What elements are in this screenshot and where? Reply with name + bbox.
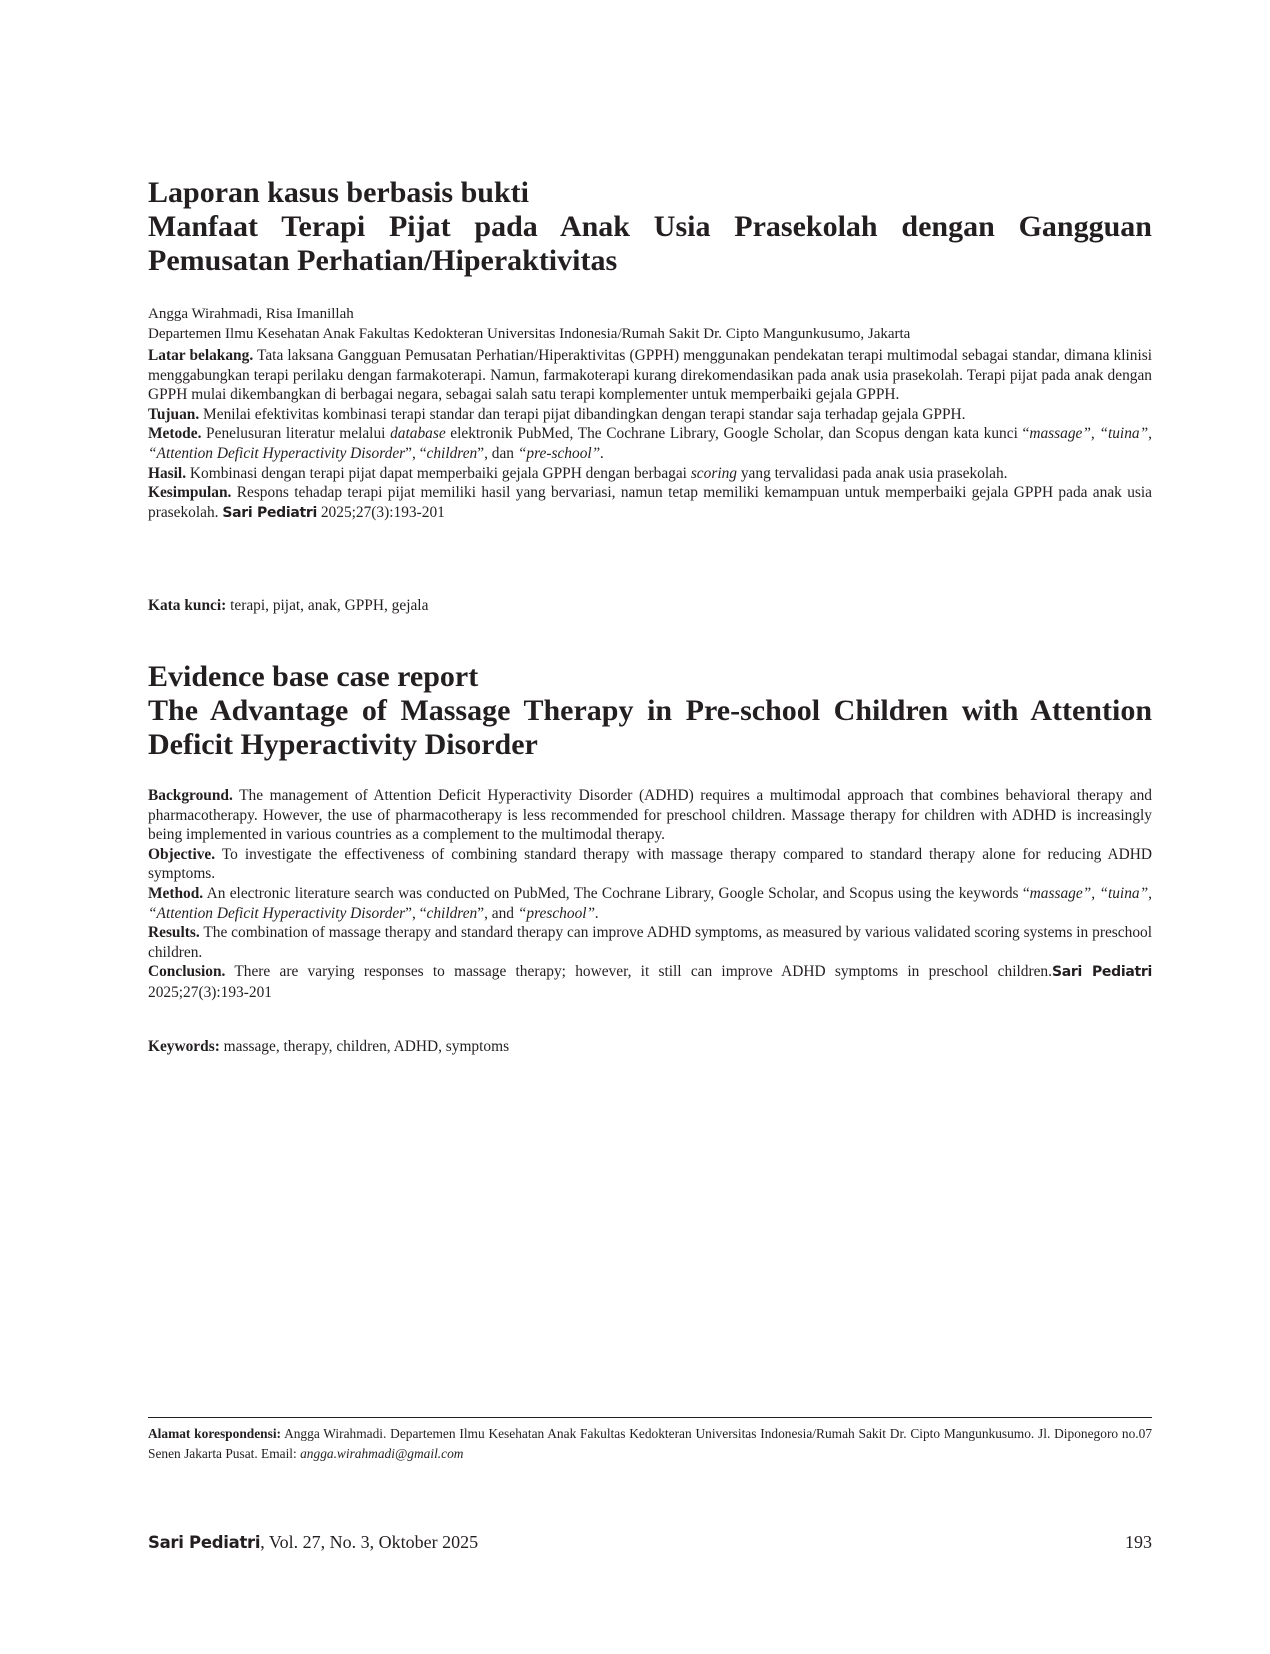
metode-text: ”, “ <box>405 444 427 462</box>
keywords-text: massage, therapy, children, ADHD, symptoms <box>219 1038 510 1055</box>
footer-issue: , Vol. 27, No. 3, Oktober 2025 <box>260 1532 479 1552</box>
abstract-objective <box>148 845 1152 884</box>
abstract-background <box>148 786 1152 845</box>
keywords-en <box>148 1037 509 1057</box>
method-text: ”, and <box>477 904 518 922</box>
page-footer <box>148 1530 1152 1555</box>
method-label: Method. <box>148 884 204 902</box>
authors: Angga Wirahmadi, Risa Imanillah <box>148 306 354 322</box>
kesimpulan-label: Kesimpulan. <box>148 484 232 502</box>
abstract-latar <box>148 346 1152 405</box>
latar-text: Tata laksana Gangguan Pemusatan Perhatian/Hiperaktivitas (GPPH) menggunakan pendekatan terapi multimodal sebagai standar, dimana klinisi menggabungkan terapi perilaku dengan farmakoterapi. Namun, farmakoterapi kurang direkomendasikan pada anak usia prasekolah. Terapi pijat pada anak dengan GPPH mulai dikembangkan di berbagai negara, sebagai salah satu terapi komplementer untuk memperbaiki gejala GPPH. <box>148 347 1152 404</box>
results-text: The combination of massage therapy and standard therapy can improve ADHD symptoms, as measured by various validated scoring systems in preschool children. <box>148 924 1152 961</box>
article-title-id: Manfaat Terapi Pijat pada Anak Usia Prasekolah dengan Gangguan Pemusatan Perhatian/Hiperaktivitas <box>148 210 1152 277</box>
abstract-hasil <box>148 464 1152 484</box>
kesimpulan-text: Respons tehadap terapi pijat memiliki hasil yang bervariasi, namun tetap memiliki kemampuan untuk memperbaiki gejala GPPH pada anak usia prasekolah. <box>148 484 1152 521</box>
metode-italic: “pre-school”. <box>517 444 605 462</box>
keywords-text: terapi, pijat, anak, GPPH, gejala <box>226 597 429 614</box>
conclusion-label: Conclusion. <box>148 963 226 981</box>
background-label: Background. <box>148 787 233 804</box>
latar-label: Latar belakang. <box>148 347 254 364</box>
abstract-conclusion <box>148 962 1152 1002</box>
abstract-method <box>148 884 1152 923</box>
keywords-label: Keywords: <box>148 1038 220 1055</box>
footer-journal: Sari Pediatri <box>148 1533 261 1552</box>
abstract-kesimpulan <box>148 483 1152 523</box>
keywords-label: Kata kunci: <box>148 597 227 614</box>
metode-label: Metode. <box>148 425 202 443</box>
metode-italic: database <box>390 425 446 443</box>
keywords-id <box>148 596 428 616</box>
citation-journal: Sari Pediatri <box>1051 964 1152 981</box>
page-number: 193 <box>1125 1532 1152 1552</box>
author-block <box>148 304 910 344</box>
citation-journal: Sari Pediatri <box>222 504 318 521</box>
objective-label: Objective. <box>148 845 216 863</box>
abstract-en <box>148 786 1152 1003</box>
affiliation: Departemen Ilmu Kesehatan Anak Fakultas Kedokteran Universitas Indonesia/Rumah Sakit Dr. Cipto Mangunkusumo, Jakarta <box>148 326 911 342</box>
results-label: Results. <box>148 924 200 942</box>
abstract-id <box>148 346 1152 523</box>
objective-text: To investigate the effectiveness of combining standard therapy with massage therapy compared to standard therapy alone for reducing ADHD symptoms. <box>148 845 1152 883</box>
method-italic: massage”, “tuina”, “Attention Deficit Hyperactivity Disorder <box>148 884 1152 922</box>
metode-italic: massage”, “tuina”, “Attention Deficit Hyperactivity Disorder <box>148 425 1153 462</box>
method-text: An electronic literature search was conducted on PubMed, The Cochrane Library, Google Scholar, and Scopus using the keywords “ <box>203 884 1030 902</box>
conclusion-text: There are varying responses to massage therapy; however, it still can improve ADHD symptoms in preschool children. <box>225 963 1052 981</box>
method-italic: “preschool”. <box>517 904 599 922</box>
title-block-id <box>148 176 1152 278</box>
correspondence <box>148 1424 1152 1464</box>
hasil-label: Hasil. <box>148 464 187 482</box>
method-text: ”, “ <box>405 904 427 922</box>
method-italic: children <box>426 904 478 922</box>
article-type-id: Laporan kasus berbasis bukti <box>148 176 529 209</box>
abstract-metode <box>148 424 1152 463</box>
metode-text: Penelusuran literatur melalui <box>201 425 391 443</box>
metode-text: ”, dan <box>477 444 518 462</box>
metode-text: elektronik PubMed, The Cochrane Library, Google Scholar, dan Scopus dengan kata kunci “ <box>445 425 1030 443</box>
background-text: The management of Attention Deficit Hyperactivity Disorder (ADHD) requires a multimodal approach that combines behavioral therapy and pharmacotherapy. However, the use of pharmacotherapy is less recommended for preschool children. Massage therapy for children with ADHD is increasingly being implemented in various countries as a complement to the multimodal therapy. <box>148 787 1152 844</box>
correspondence-email[interactable]: angga.wirahmadi@gmail.com <box>300 1446 464 1461</box>
abstract-tujuan <box>148 405 1152 425</box>
metode-italic: children <box>426 444 478 462</box>
tujuan-text: Menilai efektivitas kombinasi terapi standar dan terapi pijat dibandingkan dengan terapi standar saja terhadap gejala GPPH. <box>199 405 966 423</box>
hasil-text: yang tervalidasi pada anak usia prasekolah. <box>737 464 1008 482</box>
article-title-en: The Advantage of Massage Therapy in Pre-school Children with Attention Deficit Hyperactivity Disorder <box>148 694 1152 761</box>
footnote-divider <box>148 1417 1152 1418</box>
hasil-text: Kombinasi dengan terapi pijat dapat memperbaiki gejala GPPH dengan berbagai <box>186 464 691 482</box>
abstract-results <box>148 923 1152 962</box>
correspondence-label: Alamat korespondensi: <box>148 1426 282 1441</box>
tujuan-label: Tujuan. <box>148 405 200 423</box>
citation-ref: 2025;27(3):193-201 <box>148 983 272 1001</box>
article-type-en: Evidence base case report <box>148 660 479 693</box>
title-block-en <box>148 660 1152 762</box>
correspondence-text: Angga Wirahmadi. Departemen Ilmu Kesehatan Anak Fakultas Kedokteran Universitas Indonesia/Rumah Sakit Dr. Cipto Mangunkusumo. Jl. Diponegoro no.07 Senen Jakarta Pusat. Email: <box>148 1426 1153 1461</box>
citation-ref: 2025;27(3):193-201 <box>317 503 445 521</box>
hasil-italic: scoring <box>690 464 737 482</box>
